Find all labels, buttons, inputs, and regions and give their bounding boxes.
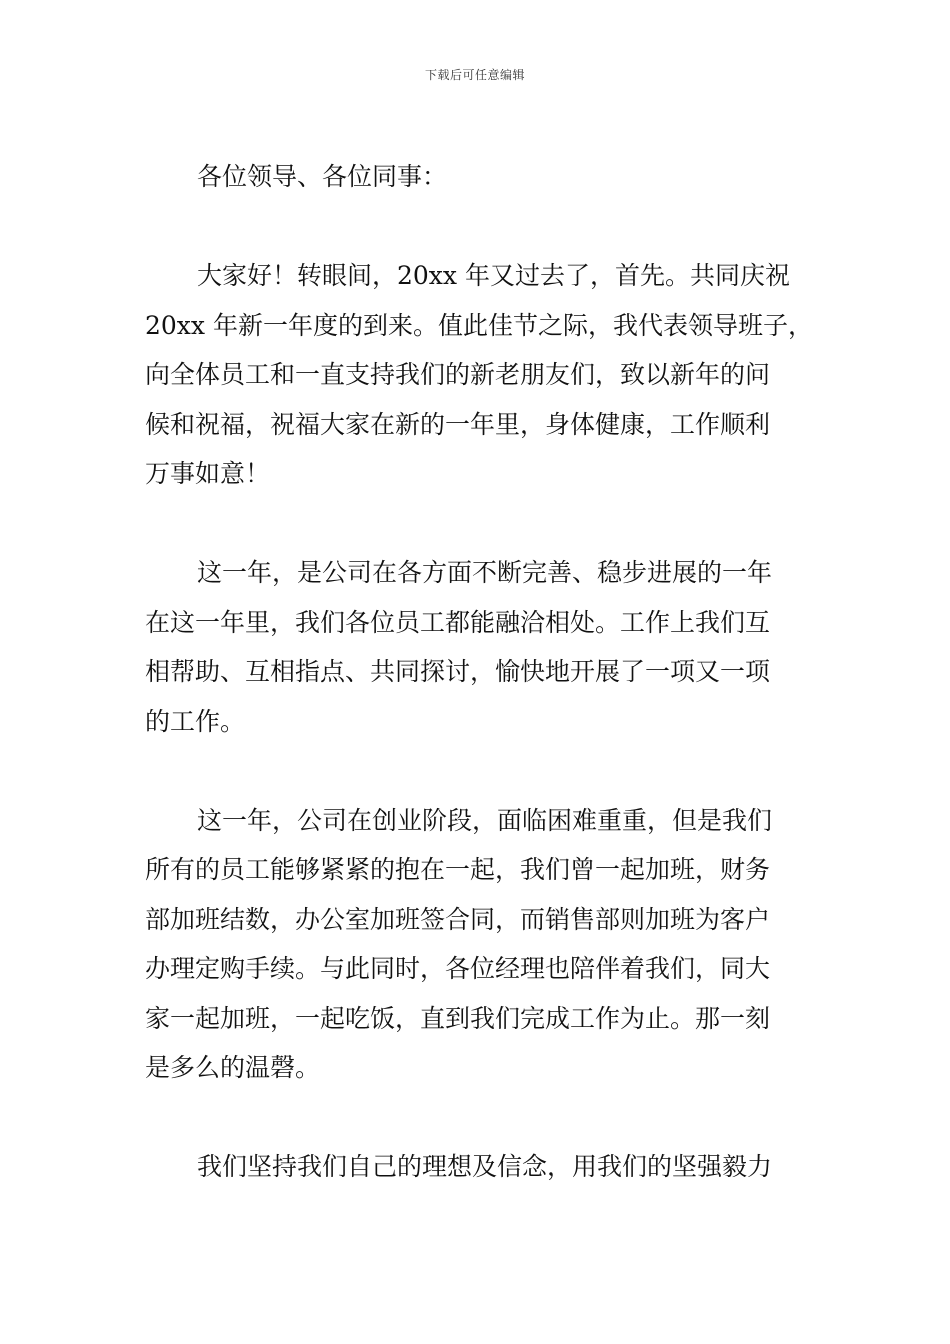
paragraph-line: 20xx 年新一年度的到来。值此佳节之际，我代表领导班子， — [145, 310, 813, 340]
paragraph-line: 这一年，公司在创业阶段，面临困难重重，但是我们 — [197, 805, 773, 835]
paragraph-line: 万事如意！ — [145, 459, 271, 488]
document-body — [145, 152, 813, 1192]
paragraph-4 — [145, 1142, 810, 1192]
paragraph-line: 我们坚持我们自己的理想及信念，用我们的坚强毅力 — [197, 1152, 773, 1181]
paragraph-line: 大家好！转眼间，20xx 年又过去了，首先。共同庆祝 — [197, 261, 790, 290]
paragraph-line: 家一起加班，一起吃饭，直到我们完成工作为止。那一刻 — [145, 1003, 771, 1033]
paragraph-3 — [145, 796, 810, 1093]
paragraph-line: 向全体员工和一直支持我们的新老朋友们，致以新年的问 — [145, 360, 771, 389]
paragraph-gap — [145, 499, 810, 549]
paragraph-gap — [145, 1093, 810, 1143]
paragraph-line: 在这一年里，我们各位员工都能融洽相处。工作上我们互 — [145, 607, 771, 637]
paragraph-1 — [145, 251, 813, 499]
paragraph-line: 这一年，是公司在各方面不断完善、稳步进展的一年 — [197, 558, 773, 587]
paragraph-line: 部加班结数，办公室加班签合同，而销售部则加班为客户 — [145, 904, 771, 934]
paragraph-line: 相帮助、互相指点、共同探讨，愉快地开展了一项又一项 — [145, 657, 771, 686]
paragraph-line: 是多么的温磬。 — [145, 1053, 321, 1082]
paragraph-line: 候和祝福，祝福大家在新的一年里，身体健康，工作顺利 — [145, 409, 771, 439]
paragraph-2 — [145, 548, 810, 746]
paragraph-line: 的工作。 — [145, 706, 246, 736]
paragraph-gap — [145, 746, 810, 796]
paragraph-gap — [145, 202, 810, 252]
paragraph-line: 所有的员工能够紧紧的抱在一起，我们曾一起加班，财务 — [145, 855, 771, 884]
paragraph-line: 办理定购手续。与此同时，各位经理也陪伴着我们，同大 — [145, 954, 771, 983]
salutation: 各位领导、各位同事： — [197, 162, 448, 191]
header-note: 下载后可任意编辑 — [424, 68, 525, 82]
